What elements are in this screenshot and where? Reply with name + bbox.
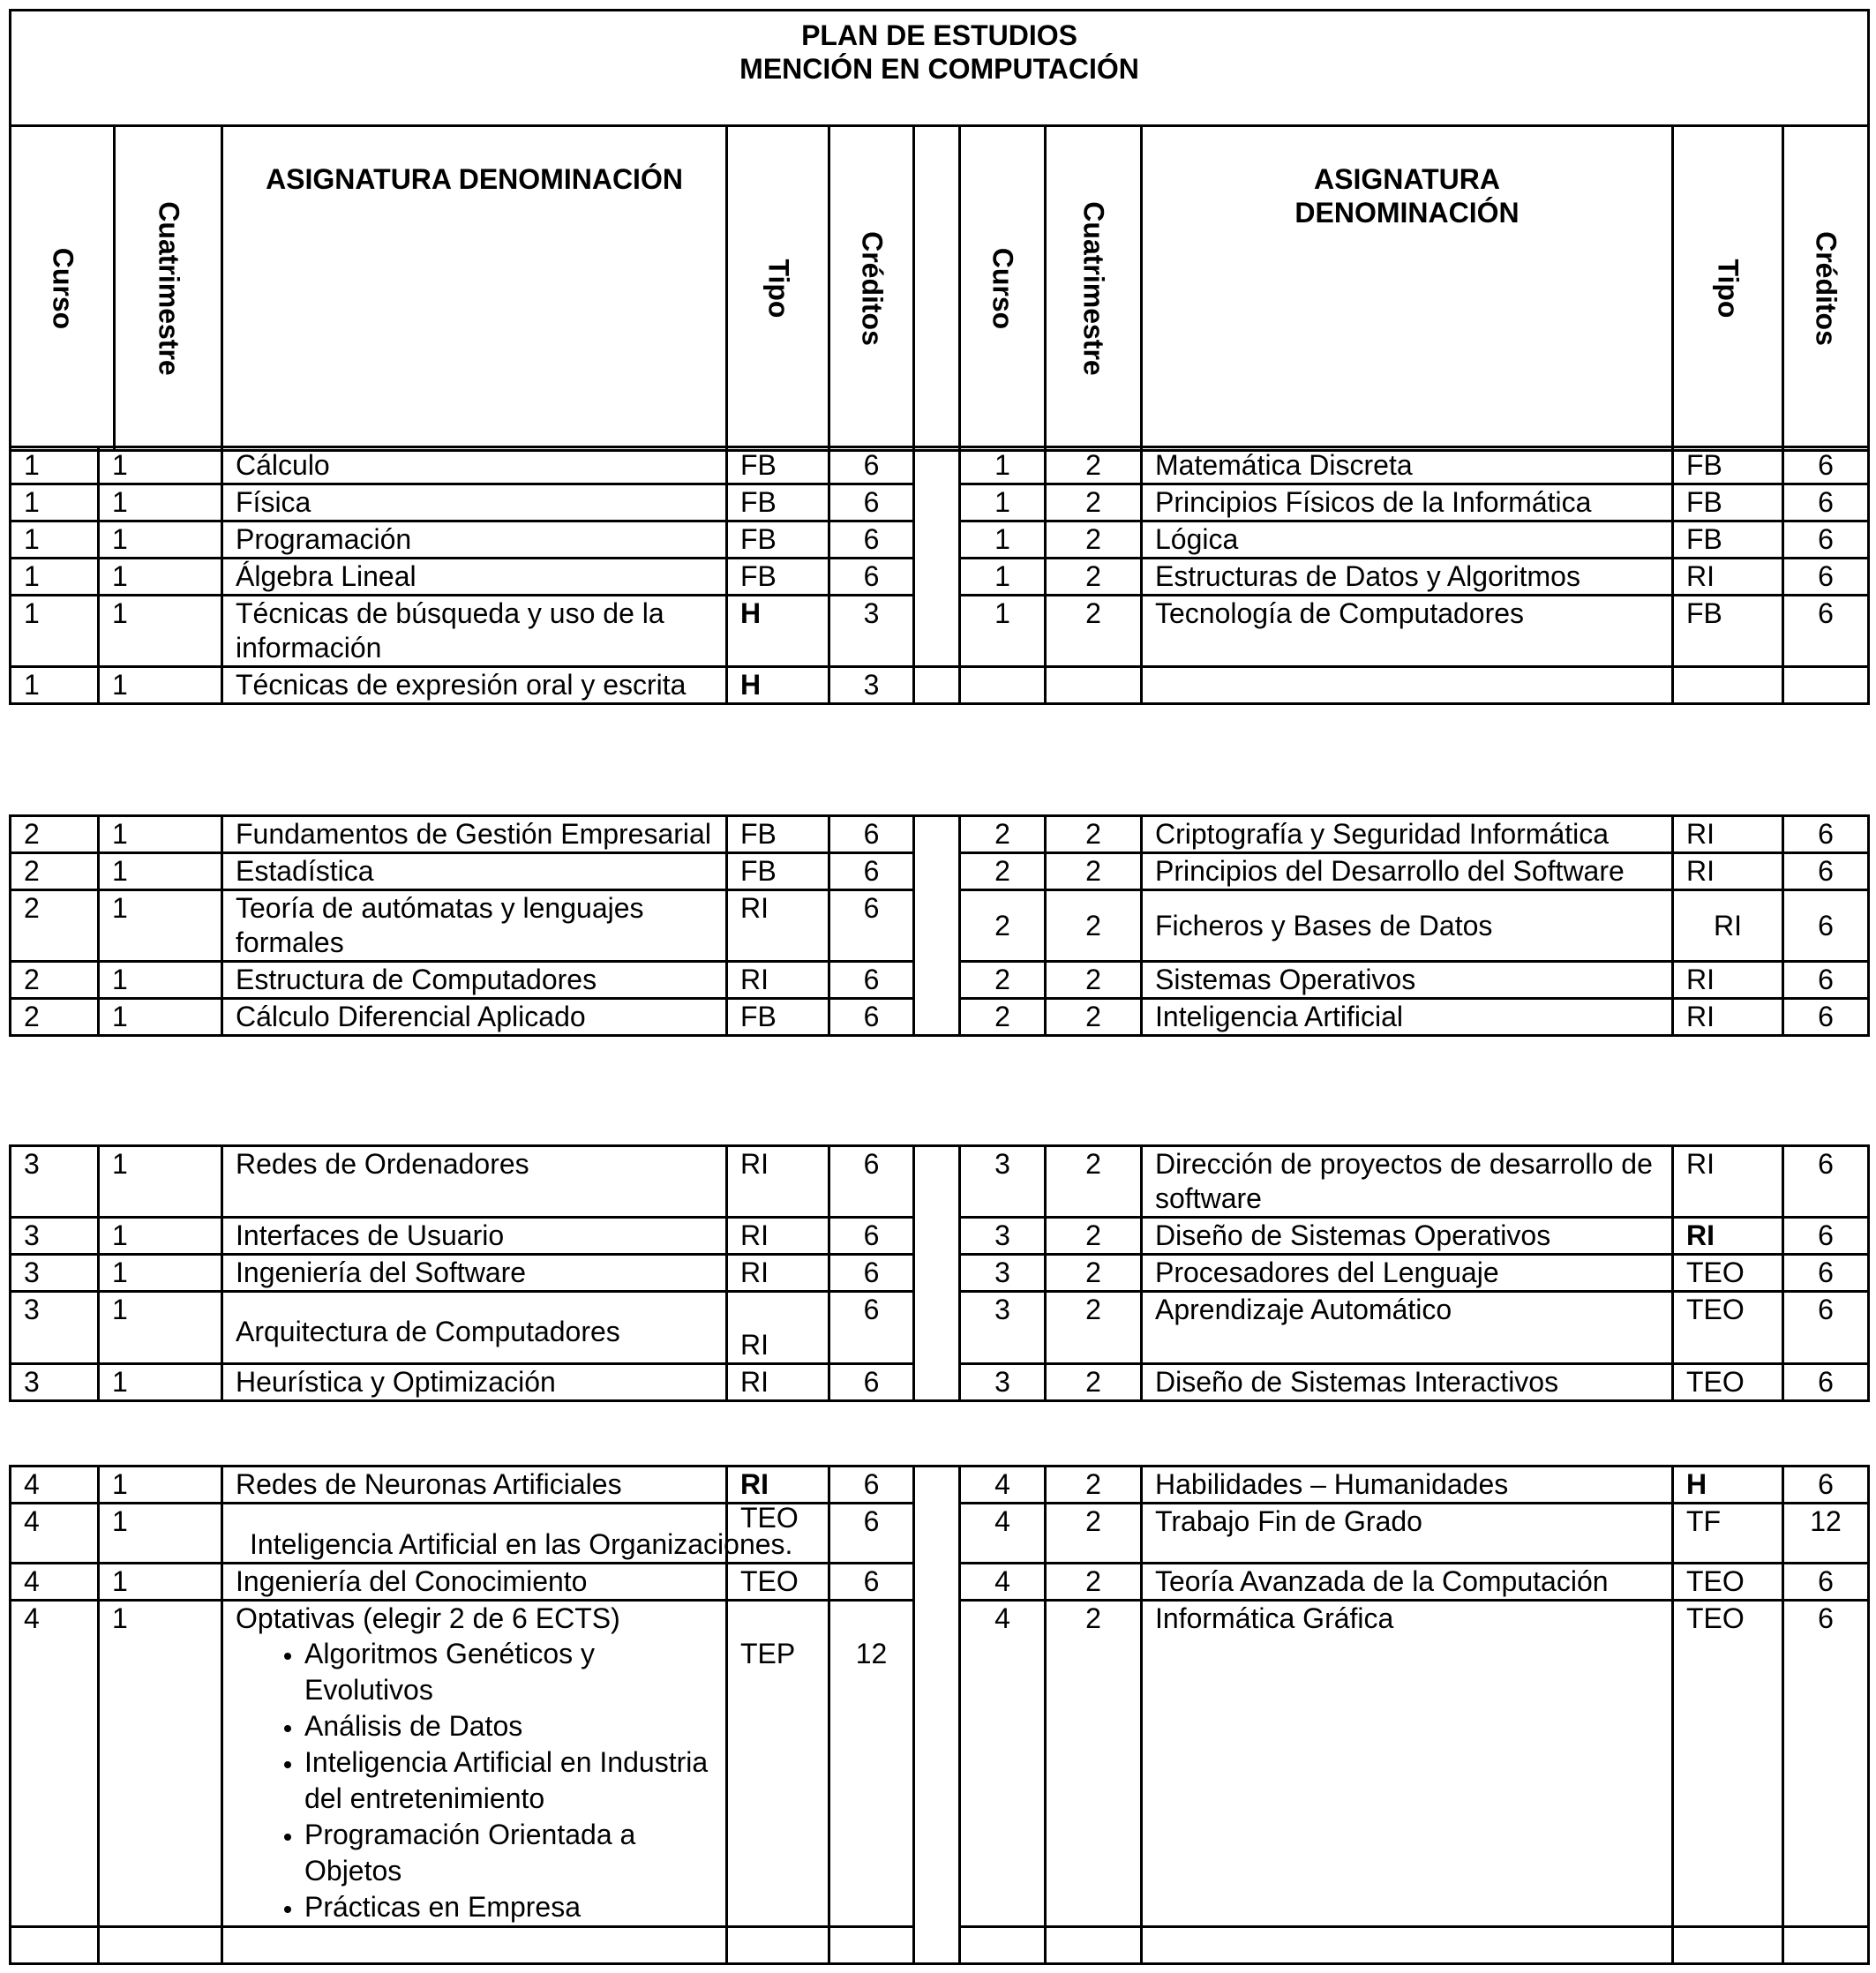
asignatura-cell: Técnicas de expresión oral y escrita [222, 667, 727, 704]
cuatrimestre-cell: 2 [1046, 447, 1142, 484]
table-row [11, 816, 1869, 853]
curso-cell: 1 [11, 521, 99, 559]
header-asignatura-label: ASIGNATURA DENOMINACIÓN [266, 163, 683, 195]
tipo-cell: TEO [727, 1504, 829, 1564]
header-creditos-label: Créditos [856, 230, 888, 346]
creditos-cell: 6 [829, 1146, 914, 1218]
year-1-table [9, 446, 1870, 705]
curso-cell: 1 [960, 521, 1046, 559]
tipo-cell: FB [727, 559, 829, 596]
cuatrimestre-cell: 2 [1046, 999, 1142, 1036]
asignatura-cell: Procesadores del Lenguaje [1142, 1255, 1673, 1292]
table-row [11, 1467, 1869, 1504]
curso-cell: 2 [960, 890, 1046, 962]
curso-cell: 1 [11, 484, 99, 521]
cuatrimestre-cell: 2 [1046, 484, 1142, 521]
creditos-cell: 6 [829, 559, 914, 596]
creditos-cell: 6 [829, 999, 914, 1036]
asignatura-cell: Técnicas de búsqueda y uso de la información [222, 596, 727, 667]
creditos-cell: 6 [1783, 447, 1869, 484]
spacer-cell [914, 667, 960, 704]
asignatura-cell: Principios del Desarrollo del Software [1142, 853, 1673, 890]
optativas-cell [222, 1601, 727, 1927]
empty-cell [1783, 1927, 1869, 1964]
empty-cell [960, 667, 1046, 704]
tipo-cell: TF [1673, 1504, 1783, 1564]
cuatrimestre-cell: 1 [99, 999, 222, 1036]
creditos-cell: 6 [1783, 890, 1869, 962]
tipo-cell: FB [1673, 521, 1783, 559]
cuatrimestre-cell: 1 [99, 962, 222, 999]
asignatura-cell: Programación [222, 521, 727, 559]
curso-cell: 3 [11, 1146, 99, 1218]
tipo-cell: FB [727, 816, 829, 853]
asignatura-cell: Dirección de proyectos de desarrollo de software [1142, 1146, 1673, 1218]
tipo-cell: RI [727, 1255, 829, 1292]
creditos-cell: 6 [829, 1504, 914, 1564]
optativas-title: Optativas (elegir 2 de 6 ECTS) [236, 1602, 620, 1634]
cuatrimestre-cell: 1 [99, 559, 222, 596]
tipo-cell: TEO [1673, 1292, 1783, 1364]
creditos-cell: 6 [829, 1364, 914, 1401]
header-tipo-label: Tipo [762, 259, 794, 318]
curso-cell: 2 [960, 853, 1046, 890]
header-cuatrimestre-label: Cuatrimestre [1077, 200, 1110, 376]
asignatura-cell: Habilidades – Humanidades [1142, 1467, 1673, 1504]
header-curso-right [960, 126, 1046, 451]
cuatrimestre-cell: 1 [99, 853, 222, 890]
creditos-cell: 6 [1783, 484, 1869, 521]
asignatura-cell: Redes de Ordenadores [222, 1146, 727, 1218]
curso-cell: 3 [960, 1146, 1046, 1218]
tipo-cell: FB [727, 484, 829, 521]
tipo-cell: FB [1673, 596, 1783, 667]
spacer-cell [914, 447, 960, 667]
tipo-cell: TEO [1673, 1601, 1783, 1927]
empty-cell [960, 1927, 1046, 1964]
creditos-cell: 6 [829, 484, 914, 521]
header-tipo-left [727, 126, 829, 451]
creditos-cell: 6 [829, 1255, 914, 1292]
header-curso-label: Curso [47, 247, 79, 329]
list-item: • Análisis de Datos [304, 1708, 725, 1744]
tipo-cell: RI [1673, 1146, 1783, 1218]
asignatura-cell: Informática Gráfica [1142, 1601, 1673, 1927]
creditos-cell: 6 [829, 1564, 914, 1601]
cuatrimestre-cell: 1 [99, 521, 222, 559]
tipo-cell: FB [1673, 484, 1783, 521]
tipo-cell: FB [727, 853, 829, 890]
header-creditos-left [829, 126, 914, 451]
asignatura-cell: Lógica [1142, 521, 1673, 559]
cuatrimestre-cell: 2 [1046, 521, 1142, 559]
curso-cell: 3 [11, 1292, 99, 1364]
asignatura-cell: Inteligencia Artificial [1142, 999, 1673, 1036]
tipo-cell: RI [727, 890, 829, 962]
asignatura-cell: Criptografía y Seguridad Informática [1142, 816, 1673, 853]
asignatura-cell: Cálculo [222, 447, 727, 484]
creditos-cell: 3 [829, 596, 914, 667]
header-curso-left [11, 126, 115, 451]
header-cuatrimestre-left [115, 126, 222, 451]
title-line-1: PLAN DE ESTUDIOS [801, 19, 1077, 51]
asignatura-cell: Estructura de Computadores [222, 962, 727, 999]
cuatrimestre-cell: 2 [1046, 1504, 1142, 1564]
cuatrimestre-cell: 1 [99, 1564, 222, 1601]
curso-cell: 4 [11, 1564, 99, 1601]
empty-cell [1142, 667, 1673, 704]
list-item: • Programación Orientada a Objetos [304, 1817, 725, 1889]
cuatrimestre-cell: 1 [99, 1504, 222, 1564]
year-3-table [9, 1144, 1870, 1402]
header-asignatura-left [222, 126, 727, 451]
tipo-cell: RI [1673, 962, 1783, 999]
creditos-cell: 6 [1783, 1564, 1869, 1601]
curso-cell: 3 [960, 1292, 1046, 1364]
tipo-cell: RI [727, 962, 829, 999]
year-2-table [9, 814, 1870, 1037]
curso-cell: 2 [960, 962, 1046, 999]
creditos-cell: 6 [829, 521, 914, 559]
asignatura-cell: Interfaces de Usuario [222, 1218, 727, 1255]
cuatrimestre-cell: 1 [99, 484, 222, 521]
asignatura-cell: Ingeniería del Software [222, 1255, 727, 1292]
tipo-cell: RI [727, 1218, 829, 1255]
title-line-2: MENCIÓN EN COMPUTACIÓN [739, 53, 1139, 85]
header-cuatrimestre-label: Cuatrimestre [153, 200, 184, 376]
asignatura-cell: Inteligencia Artificial en las Organizaciones. [222, 1504, 727, 1564]
tipo-cell: H [727, 596, 829, 667]
spacer-cell [914, 816, 960, 1036]
creditos-cell: 6 [1783, 962, 1869, 999]
tipo-cell: RI [727, 1364, 829, 1401]
creditos-cell: 3 [829, 667, 914, 704]
creditos-cell: 6 [1783, 999, 1869, 1036]
empty-cell [727, 1927, 829, 1964]
header-creditos-right [1783, 126, 1869, 451]
creditos-cell: 6 [829, 1292, 914, 1364]
asignatura-cell: Trabajo Fin de Grado [1142, 1504, 1673, 1564]
cuatrimestre-cell: 2 [1046, 890, 1142, 962]
cuatrimestre-cell: 1 [99, 447, 222, 484]
tipo-cell: RI [1673, 999, 1783, 1036]
header-asignatura-label: ASIGNATURA [1314, 163, 1500, 195]
tipo-cell: TEO [1673, 1364, 1783, 1401]
creditos-cell: 12 [1783, 1504, 1869, 1564]
asignatura-cell: Sistemas Operativos [1142, 962, 1673, 999]
tipo-cell: TEO [727, 1564, 829, 1601]
tipo-cell: RI [1673, 1218, 1783, 1255]
creditos-cell: 6 [1783, 559, 1869, 596]
spacer-cell [914, 1146, 960, 1401]
curso-cell: 1 [960, 596, 1046, 667]
header-asignatura-label: DENOMINACIÓN [1294, 197, 1520, 229]
cuatrimestre-cell: 2 [1046, 1364, 1142, 1401]
asignatura-cell: Teoría de autómatas y lenguajes formales [222, 890, 727, 962]
empty-cell [1046, 667, 1142, 704]
table-row [11, 447, 1869, 484]
tipo-cell: RI [1673, 853, 1783, 890]
curso-cell: 2 [960, 999, 1046, 1036]
spacer-cell [914, 1467, 960, 1964]
empty-cell [99, 1927, 222, 1964]
cuatrimestre-cell: 1 [99, 1255, 222, 1292]
creditos-cell: 6 [829, 1467, 914, 1504]
curso-cell: 3 [11, 1218, 99, 1255]
curso-cell: 2 [11, 816, 99, 853]
cuatrimestre-cell: 2 [1046, 962, 1142, 999]
empty-cell [11, 1927, 99, 1964]
header-cuatrimestre-right [1046, 126, 1142, 451]
tipo-cell: TEP [727, 1601, 829, 1927]
cuatrimestre-cell: 2 [1046, 853, 1142, 890]
creditos-cell: 6 [1783, 521, 1869, 559]
table-row [11, 1146, 1869, 1218]
cuatrimestre-cell: 2 [1046, 1255, 1142, 1292]
header-table [9, 9, 1870, 452]
curso-cell: 1 [11, 596, 99, 667]
cuatrimestre-cell: 1 [99, 667, 222, 704]
header-spacer [914, 126, 960, 451]
asignatura-cell: Heurística y Optimización [222, 1364, 727, 1401]
cuatrimestre-cell: 1 [99, 1467, 222, 1504]
asignatura-cell: Estadística [222, 853, 727, 890]
curso-cell: 4 [11, 1504, 99, 1564]
asignatura-cell: Ingeniería del Conocimiento [222, 1564, 727, 1601]
curso-cell: 1 [11, 447, 99, 484]
asignatura-cell: Cálculo Diferencial Aplicado [222, 999, 727, 1036]
curso-cell: 1 [960, 484, 1046, 521]
page-title [11, 11, 1869, 126]
creditos-cell: 12 [829, 1601, 914, 1927]
cuatrimestre-cell: 2 [1046, 1467, 1142, 1504]
creditos-cell: 6 [1783, 816, 1869, 853]
creditos-cell: 6 [1783, 1146, 1869, 1218]
curso-cell: 2 [11, 890, 99, 962]
asignatura-cell: Diseño de Sistemas Interactivos [1142, 1364, 1673, 1401]
optativas-list [236, 1636, 725, 1925]
cuatrimestre-cell: 1 [99, 1218, 222, 1255]
creditos-cell: 6 [829, 447, 914, 484]
curso-cell: 4 [11, 1467, 99, 1504]
cuatrimestre-cell: 1 [99, 1146, 222, 1218]
curso-cell: 3 [960, 1364, 1046, 1401]
asignatura-cell: Diseño de Sistemas Operativos [1142, 1218, 1673, 1255]
list-item: • Algoritmos Genéticos y Evolutivos [304, 1636, 725, 1708]
asignatura-cell: Arquitectura de Computadores [222, 1292, 727, 1364]
creditos-cell: 6 [829, 816, 914, 853]
tipo-cell: FB [727, 999, 829, 1036]
empty-cell [1046, 1927, 1142, 1964]
tipo-cell: TEO [1673, 1255, 1783, 1292]
asignatura-cell: Ficheros y Bases de Datos [1142, 890, 1673, 962]
cuatrimestre-cell: 2 [1046, 1292, 1142, 1364]
tipo-cell: FB [727, 521, 829, 559]
empty-cell [1142, 1927, 1673, 1964]
curso-cell: 1 [960, 447, 1046, 484]
creditos-cell: 6 [1783, 1255, 1869, 1292]
empty-cell [829, 1927, 914, 1964]
cuatrimestre-cell: 2 [1046, 1564, 1142, 1601]
curso-cell: 1 [11, 559, 99, 596]
year-4-table [9, 1465, 1870, 1965]
header-tipo-label: Tipo [1712, 259, 1745, 318]
tipo-cell: FB [727, 447, 829, 484]
table-row [11, 667, 1869, 704]
empty-cell [1673, 1927, 1783, 1964]
asignatura-cell: Matemática Discreta [1142, 447, 1673, 484]
curso-cell: 2 [11, 999, 99, 1036]
empty-cell [1673, 667, 1783, 704]
curso-cell: 3 [960, 1218, 1046, 1255]
cuatrimestre-cell: 2 [1046, 559, 1142, 596]
asignatura-cell: Física [222, 484, 727, 521]
asignatura-cell: Redes de Neuronas Artificiales [222, 1467, 727, 1504]
creditos-cell: 6 [829, 1218, 914, 1255]
cuatrimestre-cell: 1 [99, 816, 222, 853]
tipo-cell: RI [727, 1292, 829, 1364]
asignatura-cell: Estructuras de Datos y Algoritmos [1142, 559, 1673, 596]
curso-cell: 2 [11, 853, 99, 890]
cuatrimestre-cell: 2 [1046, 816, 1142, 853]
cuatrimestre-cell: 2 [1046, 1218, 1142, 1255]
curso-cell: 4 [960, 1467, 1046, 1504]
header-asignatura-right [1142, 126, 1673, 451]
cuatrimestre-cell: 1 [99, 890, 222, 962]
header-creditos-label: Créditos [1810, 230, 1842, 346]
curso-cell: 4 [11, 1601, 99, 1927]
creditos-cell: 6 [829, 890, 914, 962]
cuatrimestre-cell: 2 [1046, 596, 1142, 667]
tipo-cell: RI [1673, 816, 1783, 853]
curso-cell: 3 [11, 1255, 99, 1292]
curso-cell: 4 [960, 1601, 1046, 1927]
creditos-cell: 6 [829, 962, 914, 999]
curso-cell: 1 [11, 667, 99, 704]
empty-cell [222, 1927, 727, 1964]
curso-cell: 3 [11, 1364, 99, 1401]
creditos-cell: 6 [1783, 596, 1869, 667]
cuatrimestre-cell: 2 [1046, 1601, 1142, 1927]
empty-cell [1783, 667, 1869, 704]
header-tipo-right [1673, 126, 1783, 451]
curso-cell: 2 [960, 816, 1046, 853]
cuatrimestre-cell: 1 [99, 596, 222, 667]
creditos-cell: 6 [829, 853, 914, 890]
curso-cell: 2 [11, 962, 99, 999]
tipo-cell: RI [1673, 559, 1783, 596]
curso-cell: 3 [960, 1255, 1046, 1292]
asignatura-cell: Teoría Avanzada de la Computación [1142, 1564, 1673, 1601]
creditos-cell: 6 [1783, 1467, 1869, 1504]
asignatura-cell: Principios Físicos de la Informática [1142, 484, 1673, 521]
creditos-cell: 6 [1783, 1218, 1869, 1255]
tipo-cell: RI [727, 1467, 829, 1504]
header-curso-label: Curso [987, 247, 1019, 329]
cuatrimestre-cell: 1 [99, 1292, 222, 1364]
cuatrimestre-cell: 1 [99, 1364, 222, 1401]
creditos-cell: 6 [1783, 853, 1869, 890]
tipo-cell: H [727, 667, 829, 704]
asignatura-cell: Tecnología de Computadores [1142, 596, 1673, 667]
tipo-cell: TEO [1673, 1564, 1783, 1601]
list-item: • Prácticas en Empresa [304, 1889, 725, 1925]
cuatrimestre-cell: 1 [99, 1601, 222, 1927]
curso-cell: 4 [960, 1564, 1046, 1601]
tipo-cell: H [1673, 1467, 1783, 1504]
asignatura-cell: Fundamentos de Gestión Empresarial [222, 816, 727, 853]
tipo-cell: RI [727, 1146, 829, 1218]
creditos-cell: 6 [1783, 1292, 1869, 1364]
asignatura-cell: Álgebra Lineal [222, 559, 727, 596]
creditos-cell: 6 [1783, 1364, 1869, 1401]
tipo-cell: FB [1673, 447, 1783, 484]
curso-cell: 1 [960, 559, 1046, 596]
list-item: • Inteligencia Artificial en Industria del entretenimiento [304, 1744, 725, 1817]
asignatura-cell: Aprendizaje Automático [1142, 1292, 1673, 1364]
curso-cell: 4 [960, 1504, 1046, 1564]
cuatrimestre-cell: 2 [1046, 1146, 1142, 1218]
creditos-cell: 6 [1783, 1601, 1869, 1927]
tipo-cell: RI [1673, 890, 1783, 962]
